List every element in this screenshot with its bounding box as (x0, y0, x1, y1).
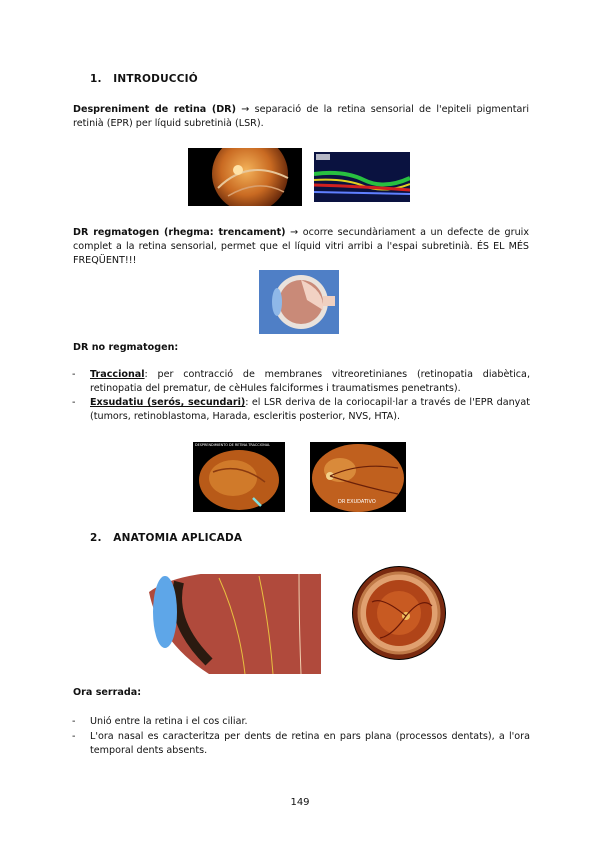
bullet-dash: - (72, 716, 76, 727)
bullet-dash: - (72, 369, 76, 380)
section-heading-introduccio (90, 73, 198, 85)
fundus-title: DESPRENDIMIENTO DE RETINA TRACCIONAL (195, 443, 271, 447)
regmatogen-text: → ocorre secundàriament a un defecte de gruix complet a la retina sensorial, permet que el líquid vitri arribi a l'espai subretinià. ÉS EL MÉS FREQÜENT!!! (73, 227, 529, 266)
definition-term: Despreniment de retina (DR) (73, 104, 236, 115)
heading-text: DR no regmatogen: (73, 342, 179, 353)
ora-serrata-heading (73, 686, 529, 700)
exudative-fundus-photo (310, 442, 406, 512)
section-heading-anatomia (90, 532, 242, 544)
list-item-ora-1 (72, 715, 530, 729)
section-number: 1. (90, 73, 102, 85)
definition-text: → separació de la retina sensorial de l'epiteli pigmentari retinià (EPR) per líquid subretinià (LSR). (73, 104, 529, 129)
list-item-traccional (72, 368, 530, 396)
fundus-caption: DR EXUDATIVO (338, 499, 376, 505)
ora-serrata-fundus-view (352, 566, 446, 660)
list-item-exsudatiu (72, 396, 530, 424)
bullet-dash: - (72, 731, 76, 742)
retinal-detachment-photo (188, 148, 302, 206)
oct-scan-image (314, 152, 410, 202)
bullet-dash: - (72, 397, 76, 408)
bullet-term: Exsudatiu (serós, secundari) (90, 397, 246, 408)
regmatogen-term: DR regmatogen (rhegma: trencament) (73, 227, 286, 238)
bullet-term: Traccional (90, 369, 145, 380)
heading-text: Ora serrada: (73, 687, 142, 698)
bullet-separator: : (245, 397, 249, 408)
section-title: INTRODUCCIÓ (113, 73, 198, 85)
bullet-text: Unió entre la retina i el cos ciliar. (90, 716, 248, 727)
bullet-text: per contracció de membranes vitreoretinianes (retinopatia diabètica, retinopatia del prematur, de cèHules falciformes i traumatismes penetrants). (90, 369, 530, 394)
section-number: 2. (90, 532, 102, 544)
bullet-text: el LSR deriva de la coriocapil·lar a través de l'EPR danyat (tumors, retinoblastoma, Harada, escleritis posterior, NVS, HTA). (90, 397, 530, 422)
bullet-text: L'ora nasal es caracteritza per dents de retina en pars plana (processos dentats), a l'ora temporal dents absents. (90, 731, 530, 756)
bullet-separator: : (144, 369, 148, 380)
eye-anatomy-illustration (259, 270, 339, 334)
ciliary-body-cross-section (149, 562, 321, 674)
list-item-ora-2 (72, 730, 530, 758)
regmatogen-paragraph (73, 226, 529, 268)
page-number: 149 (290, 797, 310, 808)
section-title: ANATOMIA APLICADA (113, 532, 243, 544)
tractional-fundus-photo (193, 442, 285, 512)
non-rhegmatogenous-heading (73, 341, 529, 355)
definition-paragraph (73, 103, 529, 131)
